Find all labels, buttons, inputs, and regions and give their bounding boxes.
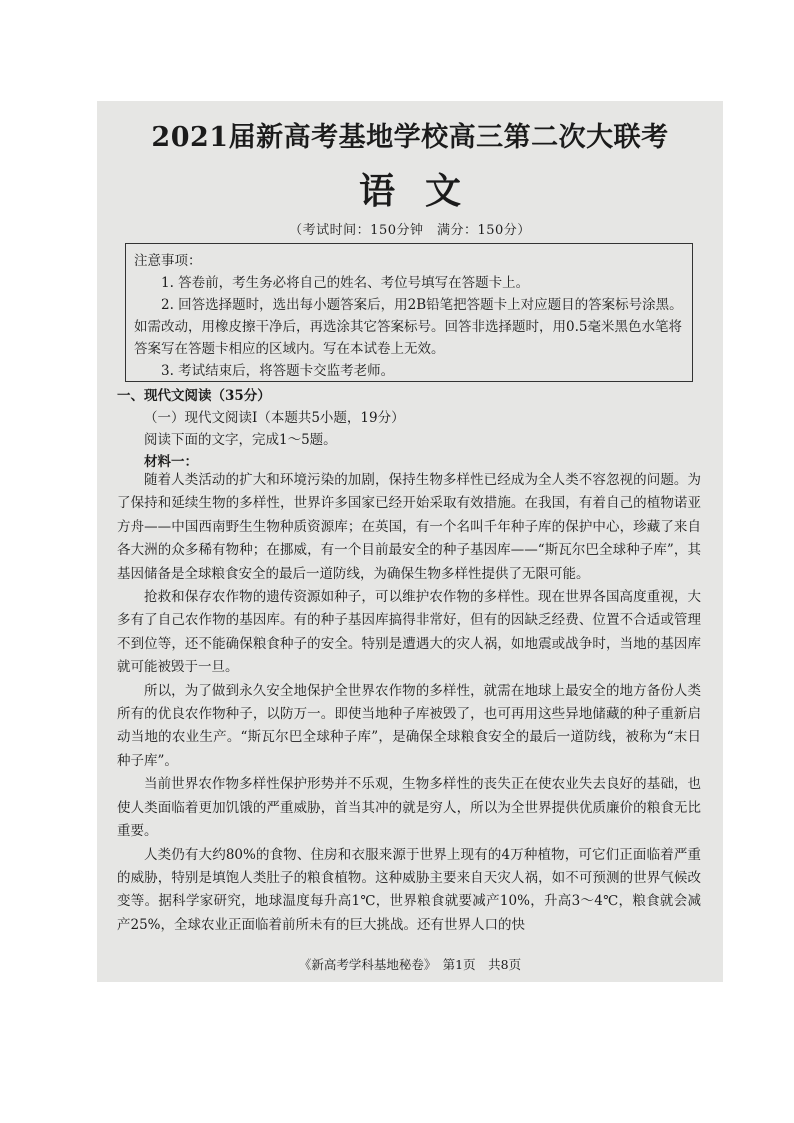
exam-paper (97, 101, 723, 982)
subject-title: 语文 (358, 170, 491, 212)
section-subheading: （一）现代文阅读Ⅰ（本题共5小题，19分） (144, 410, 405, 426)
passage-paragraph: 人类仍有大约80%的食物、住房和衣服来源于世界上现有的4万种植物，可它们正面临着严重的威胁，特别是填饱人类肚子的粮食植物。这种威胁主要来自天灾人祸，如不可预测的世界气候改变等。据科学家研究，地球温度每升高1℃，世界粮食就要减产10%，升高3～4℃，粮食就会减产25%，全球农业正面临着前所未有的巨大挑战。还有世界人口的快 (117, 846, 701, 933)
passage-paragraph: 所以，为了做到永久安全地保护全世界农作物的多样性，就需在地球上最安全的地方备份人类所有的优良农作物种子，以防万一。即使当地种子库被毁了，也可再用这些异地储藏的种子重新启动当地的农业生产。“斯瓦尔巴全球种子库”，是确保全球粮食安全的最后一道防线，被称为“末日种子库”。 (117, 682, 701, 769)
passage-paragraph: 当前世界农作物多样性保护形势并不乐观，生物多样性的丧失正在使农业失去良好的基础，也使人类面临着更加饥饿的严重威胁，首当其冲的就是穷人，所以为全世界提供优质廉价的粮食无比重要。 (117, 776, 701, 840)
notice-box (125, 243, 693, 382)
notice-item: 2. 回答选择题时，选出每小题答案后，用2B铅笔把答题卡上对应题目的答案标号涂黑。如需改动，用橡皮擦干净后，再选涂其它答案标号。回答非选择题时，用0.5毫米黑色水笔将答案写在答题卡相应的区域内。写在本试卷上无效。 (134, 297, 683, 357)
section-header (117, 385, 707, 473)
notice-title: 注意事项： (134, 253, 202, 269)
passage-paragraph: 抢救和保存农作物的遗传资源如种子，可以维护农作物的多样性。现在世界各国高度重视，大多有了自己农作物的基因库。有的种子基因库搞得非常好，但有的因缺乏经费、位置不合适或管理不到位等，还不能确保粮食种子的安全。特别是遭遇大的灾人祸，如地震或战争时，当地的基因库就可能被毁于一旦。 (117, 589, 701, 676)
reading-passage (117, 469, 701, 937)
passage-paragraph: 随着人类活动的扩大和环境污染的加剧，保持生物多样性已经成为全人类不容忽视的问题。为了保持和延续生物的多样性，世界许多国家已经开始采取有效措施。在我国，有着自己的植物诺亚方舟——中国西南野生生物种质资源库；在英国，有一个名叫千年种子库的保护中心，珍藏了来自各大洲的众多稀有物种；在挪威，有一个目前最安全的种子基因库——“斯瓦尔巴全球种子库”，其基因储备是全球粮食安全的最后一道防线，为确保生物多样性提供了无限可能。 (117, 472, 701, 582)
material-label: 材料一： (144, 454, 198, 470)
page-footer: 《新高考学科基地秘卷》 第1页 共8页 (298, 957, 522, 972)
section-instruction: 阅读下面的文字，完成1～5题。 (144, 432, 337, 448)
notice-item: 1. 答卷前，考生务必将自己的姓名、考位号填写在答题卡上。 (161, 275, 530, 291)
section-heading: 一、现代文阅读（35分） (117, 388, 271, 404)
notice-item: 3. 考试结束后，将答题卡交监考老师。 (161, 363, 395, 379)
exam-info: （考试时间：150分钟 满分：150分） (289, 223, 531, 238)
exam-title: 2021届新高考基地学校高三第二次大联考 (151, 122, 669, 153)
